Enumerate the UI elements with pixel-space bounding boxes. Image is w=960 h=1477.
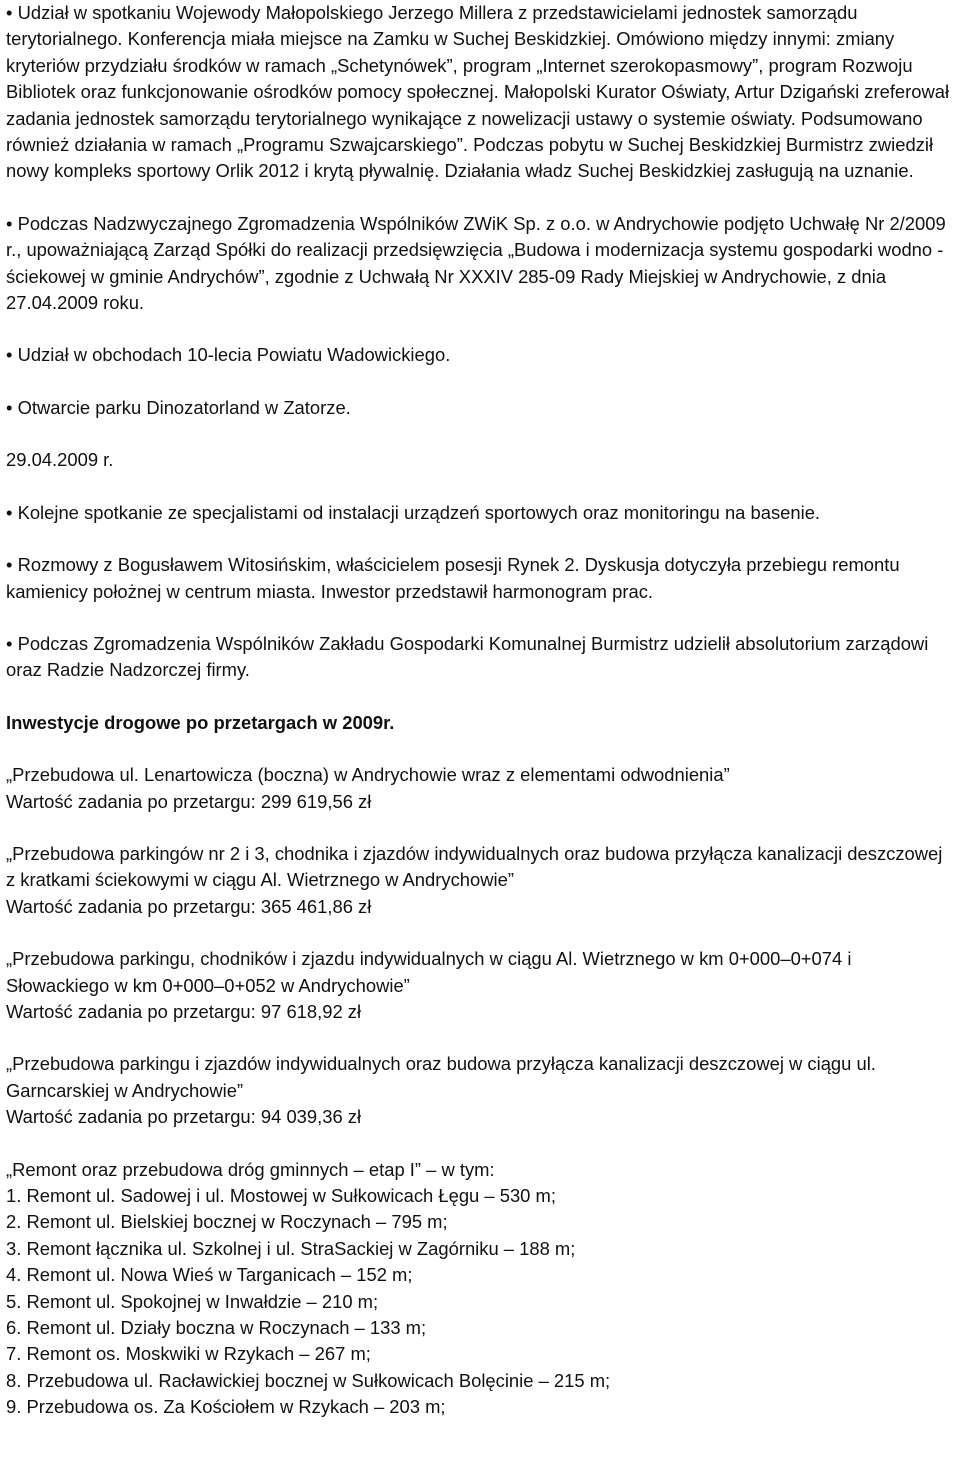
investment-item	[6, 841, 954, 920]
section-heading: Inwestycje drogowe po przetargach w 2009r.	[6, 711, 395, 733]
paragraph-text: Kolejne spotkanie ze specjalistami od instalacji urządzeń sportowych oraz monitoringu na basenie.	[17, 501, 821, 523]
bullet-paragraph	[6, 631, 954, 684]
date-line: 29.04.2009 r.	[6, 449, 114, 471]
road-item: 3. Remont łącznika ul. Szkolnej i ul. StraSackiej w Zagórniku – 188 m;	[6, 1237, 576, 1259]
bullet-glyph: •	[6, 632, 18, 654]
investment-value: Wartość zadania po przetargu: 299 619,56 zł	[6, 790, 372, 812]
bullet-paragraph	[6, 552, 954, 605]
paragraph-text: Rozmowy z Bogusławem Witosińskim, właścicielem posesji Rynek 2. Dyskusja dotyczyła przebiegu remontu kamienicy położnej w centrum miasta. Inwestor przedstawił harmonogram prac.	[6, 554, 900, 602]
investment-title: „Przebudowa parkingu, chodników i zjazdu indywidualnych w ciągu Al. Wietrznego w km 0+000–0+074 i Słowackiego w km 0+000–0+052 w Andrychowie”	[6, 948, 852, 996]
bullet-glyph: •	[6, 344, 18, 366]
bullet-glyph: •	[6, 554, 18, 576]
bullet-paragraph	[6, 342, 954, 368]
investment-title: „Przebudowa ul. Lenartowicza (boczna) w Andrychowie wraz z elementami odwodnienia”	[6, 764, 730, 786]
road-item: 7. Remont os. Moskwiki w Rzykach – 267 m;	[6, 1343, 371, 1365]
investment-title: „Przebudowa parkingów nr 2 i 3, chodnika i zjazdów indywidualnych oraz budowa przyłącza kanalizacji deszczowej z kratkami ściekowymi w ciągu Al. Wietrznego w Andrychowie”	[6, 842, 943, 891]
roads-intro: „Remont oraz przebudowa dróg gminnych – etap I” – w tym:	[6, 1158, 495, 1180]
paragraph-text: Podczas Nadzwyczajnego Zgromadzenia Wspólników ZWiK Sp. z o.o. w Andrychowie podjęto Uchwałę Nr 2/2009 r., upoważniającą Zarząd Spółki do realizacji przedsięwzięcia „Budowa i modernizacja systemu gospodarki wodno - ściekowej w gminie Andrychów”, zgodnie z Uchwałą Nr XXXIV 285-09 Rady Miejskiej w Andrychowie, z dnia 27.04.2009 roku.	[6, 212, 946, 314]
investment-item	[6, 946, 954, 1025]
road-item: 6. Remont ul. Działy boczna w Roczynach – 133 m;	[6, 1317, 427, 1339]
bullet-paragraph	[6, 0, 954, 185]
bullet-glyph: •	[6, 396, 18, 418]
road-item: 4. Remont ul. Nowa Wieś w Targanicach – 152 m;	[6, 1264, 413, 1286]
investment-item	[6, 762, 954, 815]
paragraph-text: Otwarcie parku Dinozatorland w Zatorze.	[17, 396, 351, 418]
paragraph-text: Udział w obchodach 10-lecia Powiatu Wadowickiego.	[17, 344, 451, 366]
road-item: 1. Remont ul. Sadowej i ul. Mostowej w Sułkowicach Łęgu – 530 m;	[6, 1185, 556, 1206]
investment-title: „Przebudowa parkingu i zjazdów indywidualnych oraz budowa przyłącza kanalizacji deszczowej w ciągu ul. Garncarskiej w Andrychowie”	[6, 1053, 876, 1101]
paragraph-text: Udział w spotkaniu Wojewody Małopolskiego Jerzego Millera z przedstawicielami jednostek samorządu terytorialnego. Konferencja miała miejsce na Zamku w Suchej Beskidzkiej. Omówiono między innymi: zmiany kryteriów przydziału środków w ramach „Schetynówek”, program „Internet szerokopasmowy”, program Rozwoju Bibliotek oraz funkcjonowanie ośrodków pomocy społecznej. Małopolski Kurator Oświaty, Artur Dzigański zreferował zadania jednostek samorządu terytorialnego wynikające z nowelizacji ustawy o systemie oświaty. Podsumowano również działania w ramach „Programu Szwajcarskiego”. Podczas pobytu w Suchej Beskidzkiej Burmistrz zwiedził nowy kompleks sportowy Orlik 2012 i krytą pływalnię. Działania władz Suchej Beskidzkiej zasługują na uznanie.	[6, 2, 950, 182]
bullet-glyph: •	[6, 212, 18, 234]
investment-value: Wartość zadania po przetargu: 97 618,92 zł	[6, 1000, 362, 1022]
paragraph-text: Podczas Zgromadzenia Wspólników Zakładu Gospodarki Komunalnej Burmistrz udzielił absolutorium zarządowi oraz Radzie Nadzorczej firmy.	[6, 632, 929, 681]
road-item: 9. Przebudowa os. Za Kościołem w Rzykach – 203 m;	[6, 1396, 446, 1418]
bullet-paragraph	[6, 395, 954, 421]
bullet-glyph: •	[6, 501, 18, 523]
road-item: 5. Remont ul. Spokojnej w Inwałdzie – 210 m;	[6, 1290, 379, 1312]
investment-item	[6, 1051, 954, 1130]
investment-value: Wartość zadania po przetargu: 94 039,36 zł	[6, 1106, 362, 1128]
investment-value: Wartość zadania po przetargu: 365 461,86 zł	[6, 895, 372, 917]
bullet-paragraph	[6, 211, 954, 317]
road-item: 2. Remont ul. Bielskiej bocznej w Roczynach – 795 m;	[6, 1211, 448, 1233]
bullet-glyph: •	[6, 2, 18, 23]
bullet-paragraph	[6, 500, 954, 526]
road-item: 8. Przebudowa ul. Racławickiej bocznej w Sułkowicach Bolęcinie – 215 m;	[6, 1369, 611, 1391]
